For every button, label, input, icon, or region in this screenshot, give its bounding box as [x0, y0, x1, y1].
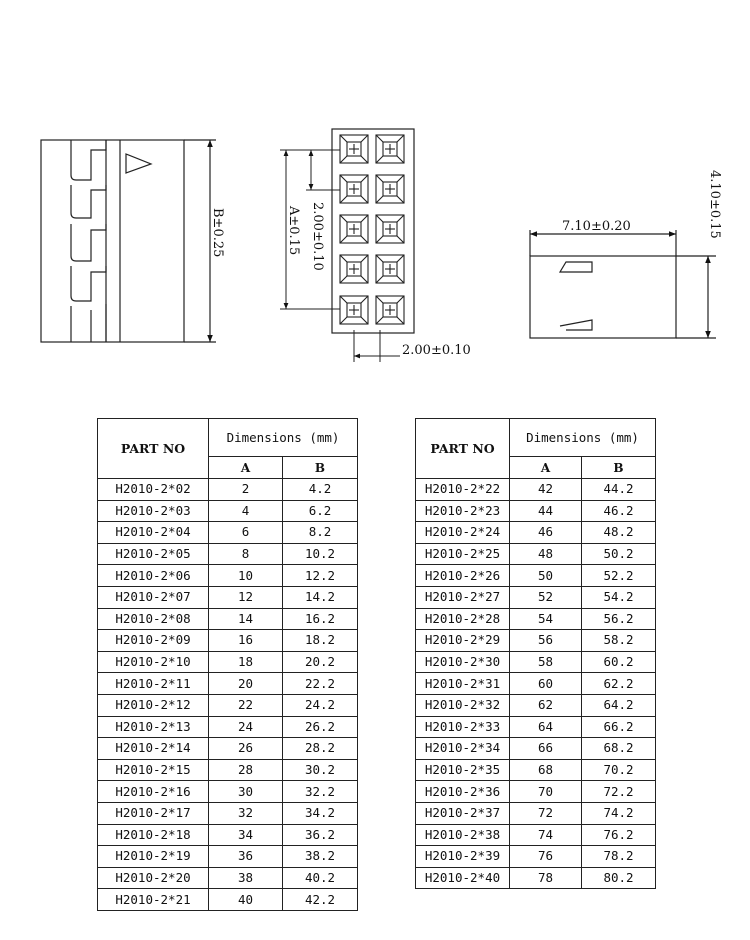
dimension-a-cell: 56: [510, 630, 582, 652]
dimension-a-cell: 16: [209, 630, 283, 652]
dimension-b-cell: 24.2: [283, 694, 358, 716]
part-number-cell: H2010-2*33: [416, 716, 510, 738]
table-row: [98, 738, 358, 760]
table-row: [416, 479, 656, 501]
label-b: B±0.25: [210, 208, 225, 258]
table-row: [98, 781, 358, 803]
table-row: [416, 630, 656, 652]
dimension-b-cell: 6.2: [283, 500, 358, 522]
part-number-cell: H2010-2*36: [416, 781, 510, 803]
dimension-a-cell: 72: [510, 802, 582, 824]
table-row: [416, 608, 656, 630]
dimension-a-cell: 66: [510, 738, 582, 760]
table-row: [416, 781, 656, 803]
dimension-b-cell: 46.2: [582, 500, 656, 522]
dimension-a-cell: 76: [510, 846, 582, 868]
label-pitch-horizontal: 2.00±0.10: [402, 343, 471, 358]
dimensions-header: Dimensions (mm): [209, 419, 358, 457]
dimension-a-cell: 24: [209, 716, 283, 738]
part-number-cell: H2010-2*15: [98, 759, 209, 781]
dimension-b-cell: 70.2: [582, 759, 656, 781]
dimension-b-cell: 12.2: [283, 565, 358, 587]
dimension-a-cell: 42: [510, 479, 582, 501]
part-number-cell: H2010-2*10: [98, 651, 209, 673]
dimension-a-cell: 62: [510, 694, 582, 716]
dimension-b-cell: 16.2: [283, 608, 358, 630]
dimension-a-cell: 74: [510, 824, 582, 846]
table-row: [416, 802, 656, 824]
dimension-b-cell: 66.2: [582, 716, 656, 738]
dimension-a-cell: 54: [510, 608, 582, 630]
dimension-a-cell: 52: [510, 586, 582, 608]
part-number-cell: H2010-2*22: [416, 479, 510, 501]
dimension-b-cell: 34.2: [283, 802, 358, 824]
contact-cell: [376, 255, 404, 283]
table-row: [416, 846, 656, 868]
column-b-header: B: [582, 457, 656, 479]
part-number-cell: H2010-2*35: [416, 759, 510, 781]
dimension-b-cell: 14.2: [283, 586, 358, 608]
dimension-b-cell: 76.2: [582, 824, 656, 846]
dimension-a-cell: 8: [209, 543, 283, 565]
dimension-a-cell: 68: [510, 759, 582, 781]
part-number-cell: H2010-2*17: [98, 802, 209, 824]
table-row: [416, 716, 656, 738]
dimension-a-cell: 38: [209, 867, 283, 889]
dimension-a-cell: 32: [209, 802, 283, 824]
table-row: [416, 738, 656, 760]
part-number-cell: H2010-2*04: [98, 522, 209, 544]
part-number-cell: H2010-2*14: [98, 738, 209, 760]
side-view: [41, 140, 216, 342]
dimension-a-cell: 44: [510, 500, 582, 522]
table-row: [98, 802, 358, 824]
table-row: [98, 673, 358, 695]
dimensions-table-left: [97, 418, 358, 911]
part-number-cell: H2010-2*06: [98, 565, 209, 587]
dimension-b-cell: 64.2: [582, 694, 656, 716]
dimension-a-cell: 12: [209, 586, 283, 608]
table-row: [98, 889, 358, 911]
table-row: [98, 716, 358, 738]
table-row: [416, 694, 656, 716]
dimension-b-cell: 38.2: [283, 846, 358, 868]
contact-cell: [376, 135, 404, 163]
label-pitch-vertical: 2.00±0.10: [310, 202, 325, 271]
table-row: [98, 543, 358, 565]
dimension-a-cell: 60: [510, 673, 582, 695]
part-number-cell: H2010-2*27: [416, 586, 510, 608]
dimension-b-cell: 54.2: [582, 586, 656, 608]
dimension-b-cell: 36.2: [283, 824, 358, 846]
part-number-cell: H2010-2*30: [416, 651, 510, 673]
dimension-b-cell: 74.2: [582, 802, 656, 824]
dimension-b-cell: 8.2: [283, 522, 358, 544]
part-number-cell: H2010-2*37: [416, 802, 510, 824]
dimension-a-cell: 18: [209, 651, 283, 673]
dimension-b-cell: 60.2: [582, 651, 656, 673]
dimension-b-cell: 10.2: [283, 543, 358, 565]
part-number-cell: H2010-2*05: [98, 543, 209, 565]
part-number-cell: H2010-2*34: [416, 738, 510, 760]
table-body: [98, 479, 358, 911]
contact-cell: [340, 296, 368, 324]
dimension-a-cell: 34: [209, 824, 283, 846]
dimension-b-cell: 72.2: [582, 781, 656, 803]
part-number-cell: H2010-2*18: [98, 824, 209, 846]
part-number-cell: H2010-2*11: [98, 673, 209, 695]
part-number-cell: H2010-2*25: [416, 543, 510, 565]
table-row: [98, 565, 358, 587]
part-number-cell: H2010-2*19: [98, 846, 209, 868]
dimension-b-cell: 62.2: [582, 673, 656, 695]
part-number-cell: H2010-2*28: [416, 608, 510, 630]
contact-cell: [340, 215, 368, 243]
contact-cell: [376, 175, 404, 203]
part-number-cell: H2010-2*02: [98, 479, 209, 501]
table-row: [416, 565, 656, 587]
dimension-b-cell: 50.2: [582, 543, 656, 565]
table-row: [416, 867, 656, 889]
contact-cell: [376, 296, 404, 324]
dimension-a-cell: 22: [209, 694, 283, 716]
column-b-header: B: [283, 457, 358, 479]
dimension-a-cell: 58: [510, 651, 582, 673]
dimension-b-cell: 52.2: [582, 565, 656, 587]
part-number-cell: H2010-2*12: [98, 694, 209, 716]
part-number-cell: H2010-2*31: [416, 673, 510, 695]
part-number-cell: H2010-2*23: [416, 500, 510, 522]
table-row: [416, 586, 656, 608]
table-row: [98, 824, 358, 846]
dimension-b-cell: 4.2: [283, 479, 358, 501]
table-row: [98, 694, 358, 716]
part-number-cell: H2010-2*24: [416, 522, 510, 544]
dimension-a-cell: 28: [209, 759, 283, 781]
dimension-b-cell: 22.2: [283, 673, 358, 695]
table-row: [98, 586, 358, 608]
dimension-b-cell: 20.2: [283, 651, 358, 673]
dimension-a-cell: 6: [209, 522, 283, 544]
part-number-cell: H2010-2*21: [98, 889, 209, 911]
part-number-cell: H2010-2*20: [98, 867, 209, 889]
part-no-header: PART NO: [98, 419, 209, 479]
dimension-a-cell: 14: [209, 608, 283, 630]
top-view: [530, 230, 716, 338]
dimension-a-cell: 48: [510, 543, 582, 565]
dimension-a-cell: 64: [510, 716, 582, 738]
part-number-cell: H2010-2*39: [416, 846, 510, 868]
dimensions-table-right: [415, 418, 656, 889]
dimension-b-cell: 56.2: [582, 608, 656, 630]
table-row: [98, 759, 358, 781]
table-row: [416, 543, 656, 565]
table-row: [416, 500, 656, 522]
front-view: [332, 129, 414, 333]
table-row: [98, 630, 358, 652]
table-row: [98, 651, 358, 673]
dimension-a-cell: 10: [209, 565, 283, 587]
dimension-b-cell: 44.2: [582, 479, 656, 501]
column-a-header: A: [510, 457, 582, 479]
dimensions-header: Dimensions (mm): [510, 419, 656, 457]
part-number-cell: H2010-2*13: [98, 716, 209, 738]
dimension-a-cell: 70: [510, 781, 582, 803]
dimension-b-cell: 80.2: [582, 867, 656, 889]
table-row: [416, 522, 656, 544]
dimension-b-cell: 58.2: [582, 630, 656, 652]
dimension-a-cell: 36: [209, 846, 283, 868]
table-row: [416, 673, 656, 695]
table-body: [416, 479, 656, 889]
part-number-cell: H2010-2*03: [98, 500, 209, 522]
contact-cell: [340, 255, 368, 283]
table-row: [98, 608, 358, 630]
contact-cell: [340, 135, 368, 163]
dimension-a-cell: 46: [510, 522, 582, 544]
dimension-a-cell: 20: [209, 673, 283, 695]
part-no-header: PART NO: [416, 419, 510, 479]
part-number-cell: H2010-2*32: [416, 694, 510, 716]
part-number-cell: H2010-2*08: [98, 608, 209, 630]
technical-drawing: [0, 0, 750, 410]
dimension-b-cell: 48.2: [582, 522, 656, 544]
dimension-a-cell: 4: [209, 500, 283, 522]
contact-cell: [340, 175, 368, 203]
dimension-a-cell: 26: [209, 738, 283, 760]
table-row: [98, 846, 358, 868]
label-a: A±0.15: [286, 206, 301, 256]
table-row: [98, 522, 358, 544]
label-height: 4.10±0.15: [707, 170, 722, 239]
dimension-a-cell: 30: [209, 781, 283, 803]
dimension-b-cell: 30.2: [283, 759, 358, 781]
label-length: 7.10±0.20: [562, 219, 631, 234]
dimension-b-cell: 28.2: [283, 738, 358, 760]
dimension-b-cell: 42.2: [283, 889, 358, 911]
dimension-b-cell: 68.2: [582, 738, 656, 760]
table-row: [98, 479, 358, 501]
part-number-cell: H2010-2*40: [416, 867, 510, 889]
table-row: [416, 824, 656, 846]
part-number-cell: H2010-2*07: [98, 586, 209, 608]
column-a-header: A: [209, 457, 283, 479]
table-row: [416, 651, 656, 673]
contact-cells: [340, 135, 404, 324]
dimension-a-cell: 2: [209, 479, 283, 501]
contact-cell: [376, 215, 404, 243]
table-row: [98, 500, 358, 522]
dimension-a-cell: 78: [510, 867, 582, 889]
part-number-cell: H2010-2*38: [416, 824, 510, 846]
part-number-cell: H2010-2*26: [416, 565, 510, 587]
dimension-a-cell: 50: [510, 565, 582, 587]
dimension-b-cell: 18.2: [283, 630, 358, 652]
dimension-b-cell: 32.2: [283, 781, 358, 803]
table-row: [98, 867, 358, 889]
dimension-b-cell: 78.2: [582, 846, 656, 868]
table-row: [416, 759, 656, 781]
part-number-cell: H2010-2*29: [416, 630, 510, 652]
part-number-cell: H2010-2*16: [98, 781, 209, 803]
dimension-b-cell: 26.2: [283, 716, 358, 738]
part-number-cell: H2010-2*09: [98, 630, 209, 652]
dimension-b-cell: 40.2: [283, 867, 358, 889]
dimension-a-cell: 40: [209, 889, 283, 911]
